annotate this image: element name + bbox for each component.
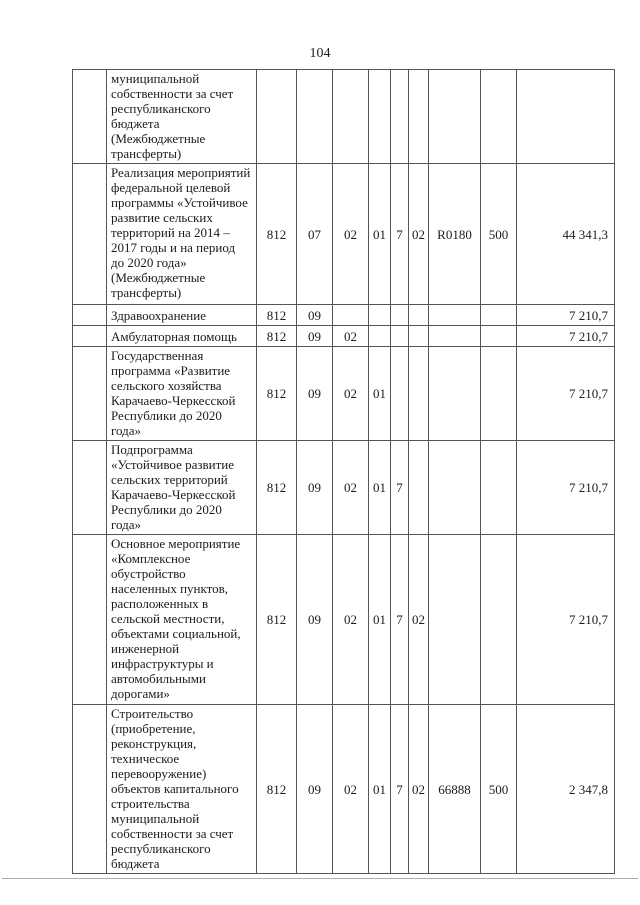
row-number-cell — [73, 164, 107, 305]
row-number-cell — [73, 347, 107, 441]
activity-code-cell: 02 — [409, 164, 429, 305]
section-code-cell: 09 — [297, 326, 333, 347]
table-row — [73, 535, 615, 705]
expense-type-code-cell — [481, 70, 517, 164]
subprogram-code-cell — [391, 305, 409, 326]
amount-cell: 44 341,3 — [517, 164, 615, 305]
direction-code-cell — [429, 70, 481, 164]
subprogram-code-cell: 7 — [391, 535, 409, 705]
section-code-cell: 09 — [297, 441, 333, 535]
amount-cell: 2 347,8 — [517, 705, 615, 874]
program-code-cell: 01 — [369, 535, 391, 705]
admin-code-cell: 812 — [257, 164, 297, 305]
program-code-cell: 01 — [369, 705, 391, 874]
subprogram-code-cell — [391, 326, 409, 347]
row-name-cell: Амбулаторная помощь — [107, 326, 257, 347]
row-name-cell: Подпрограмма «Устойчивое развитие сельских территорий Карачаево-Черкесской Республики до 2020 года» — [107, 441, 257, 535]
subprogram-code-cell — [391, 70, 409, 164]
subprogram-code-cell — [391, 347, 409, 441]
amount-cell: 7 210,7 — [517, 326, 615, 347]
direction-code-cell — [429, 535, 481, 705]
activity-code-cell — [409, 441, 429, 535]
row-name-cell: Основное мероприятие «Комплексное обустройство населенных пунктов, расположенных в сельской местности, объектами социальной, инженерной инфраструктуры и автомобильными дорогами» — [107, 535, 257, 705]
row-name-cell: Реализация мероприятий федеральной целевой программы «Устойчивое развитие сельских территорий на 2014 – 2017 годы и на период до 2020 года» (Межбюджетные трансферты) — [107, 164, 257, 305]
budget-table — [72, 69, 615, 874]
row-number-cell — [73, 535, 107, 705]
activity-code-cell: 02 — [409, 705, 429, 874]
direction-code-cell — [429, 326, 481, 347]
expense-type-code-cell: 500 — [481, 164, 517, 305]
row-name-cell: муниципальной собственности за счет республиканского бюджета (Межбюджетные трансферты) — [107, 70, 257, 164]
program-code-cell: 01 — [369, 164, 391, 305]
expense-type-code-cell — [481, 347, 517, 441]
table-row — [73, 164, 615, 305]
activity-code-cell — [409, 70, 429, 164]
amount-cell: 7 210,7 — [517, 347, 615, 441]
expense-type-code-cell — [481, 326, 517, 347]
program-code-cell: 01 — [369, 441, 391, 535]
program-code-cell — [369, 70, 391, 164]
table-body — [73, 70, 615, 874]
direction-code-cell: R0180 — [429, 164, 481, 305]
admin-code-cell: 812 — [257, 305, 297, 326]
expense-type-code-cell: 500 — [481, 705, 517, 874]
program-code-cell — [369, 326, 391, 347]
section-code-cell: 09 — [297, 535, 333, 705]
subsection-code-cell: 02 — [333, 347, 369, 441]
admin-code-cell: 812 — [257, 705, 297, 874]
table-row — [73, 347, 615, 441]
activity-code-cell — [409, 305, 429, 326]
amount-cell: 7 210,7 — [517, 441, 615, 535]
table-row — [73, 705, 615, 874]
expense-type-code-cell — [481, 535, 517, 705]
admin-code-cell: 812 — [257, 441, 297, 535]
amount-cell: 7 210,7 — [517, 535, 615, 705]
subsection-code-cell — [333, 305, 369, 326]
admin-code-cell: 812 — [257, 326, 297, 347]
table-row — [73, 70, 615, 164]
subsection-code-cell — [333, 70, 369, 164]
activity-code-cell: 02 — [409, 535, 429, 705]
amount-cell: 7 210,7 — [517, 305, 615, 326]
row-number-cell — [73, 70, 107, 164]
program-code-cell — [369, 305, 391, 326]
subsection-code-cell: 02 — [333, 164, 369, 305]
admin-code-cell: 812 — [257, 347, 297, 441]
section-code-cell: 07 — [297, 164, 333, 305]
section-code-cell — [297, 70, 333, 164]
admin-code-cell: 812 — [257, 535, 297, 705]
row-number-cell — [73, 326, 107, 347]
row-number-cell — [73, 705, 107, 874]
admin-code-cell — [257, 70, 297, 164]
row-number-cell — [73, 441, 107, 535]
direction-code-cell — [429, 441, 481, 535]
row-name-cell: Строительство (приобретение, реконструкция, техническое перевооружение) объектов капитального строительства муниципальной собственности за счет республиканского бюджета — [107, 705, 257, 874]
activity-code-cell — [409, 347, 429, 441]
table-row — [73, 441, 615, 535]
row-name-cell: Государственная программа «Развитие сельского хозяйства Карачаево-Черкесской Республики до 2020 года» — [107, 347, 257, 441]
expense-type-code-cell — [481, 305, 517, 326]
subsection-code-cell: 02 — [333, 705, 369, 874]
program-code-cell: 01 — [369, 347, 391, 441]
direction-code-cell — [429, 347, 481, 441]
page-number: 104 — [309, 46, 331, 61]
subsection-code-cell: 02 — [333, 535, 369, 705]
row-name-cell: Здравоохранение — [107, 305, 257, 326]
section-code-cell: 09 — [297, 305, 333, 326]
table-row — [73, 305, 615, 326]
section-code-cell: 09 — [297, 347, 333, 441]
expense-type-code-cell — [481, 441, 517, 535]
subprogram-code-cell: 7 — [391, 164, 409, 305]
section-code-cell: 09 — [297, 705, 333, 874]
row-number-cell — [73, 305, 107, 326]
activity-code-cell — [409, 326, 429, 347]
direction-code-cell — [429, 305, 481, 326]
direction-code-cell: 66888 — [429, 705, 481, 874]
subsection-code-cell: 02 — [333, 441, 369, 535]
subprogram-code-cell: 7 — [391, 441, 409, 535]
subprogram-code-cell: 7 — [391, 705, 409, 874]
amount-cell — [517, 70, 615, 164]
table-row — [73, 326, 615, 347]
bottom-rule — [2, 878, 638, 879]
subsection-code-cell: 02 — [333, 326, 369, 347]
